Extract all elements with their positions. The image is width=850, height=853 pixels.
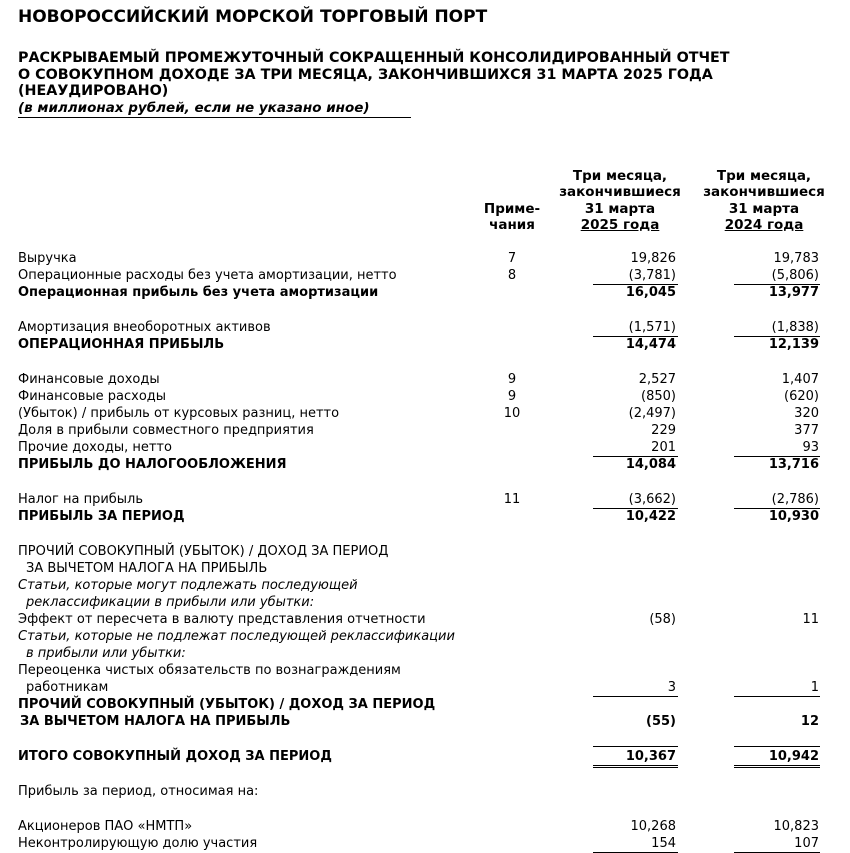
row-fx-result: (Убыток) / прибыль от курсовых разниц, нетто 10 (2,497) 320 — [18, 405, 819, 421]
title-line: (НЕАУДИРОВАНО) — [18, 83, 169, 99]
row-nci: Неконтролирующую долю участия 154 107 — [18, 835, 819, 851]
row-operating-profit: ОПЕРАЦИОННАЯ ПРИБЫЛЬ 14,474 12,139 — [18, 336, 819, 352]
row-remeasurement: Переоценка чистых обязательств по вознаграждениям — [18, 662, 401, 678]
row-oibda: Операционная прибыль без учета амортизации 16,045 13,977 — [18, 284, 819, 300]
row-oci-total: ЗА ВЫЧЕТОМ НАЛОГА НА ПРИБЫЛЬ (55) 12 — [20, 713, 819, 729]
company-name: НОВОРОССИЙСКИЙ МОРСКОЙ ТОРГОВЫЙ ПОРТ — [18, 7, 488, 27]
row-oci-heading: ЗА ВЫЧЕТОМ НАЛОГА НА ПРИБЫЛЬ — [26, 560, 268, 576]
row-finance-income: Финансовые доходы 9 2,527 1,407 — [18, 371, 819, 387]
row-oci-heading: ПРОЧИЙ СОВОКУПНЫЙ (УБЫТОК) / ДОХОД ЗА ПЕРИОД — [18, 543, 389, 559]
row-opex: Операционные расходы без учета амортизации, нетто 8 (3,781) (5,806) — [18, 267, 819, 283]
row-profit-before-tax: ПРИБЫЛЬ ДО НАЛОГООБЛОЖЕНИЯ 14,084 13,716 — [18, 456, 819, 472]
note-column-header: Приме- чания — [483, 200, 541, 233]
row-translation-effect: Эффект от пересчета в валюту представления отчетности (58) 11 — [18, 611, 819, 627]
report-title — [18, 50, 830, 100]
row-revenue: Выручка 7 19,826 19,783 — [18, 250, 819, 266]
row-owners: Акционеров ПАО «НМТП» 10,268 10,823 — [18, 818, 819, 834]
title-line: О СОВОКУПНОМ ДОХОДЕ ЗА ТРИ МЕСЯЦА, ЗАКОНЧИВШИХСЯ 31 МАРТА 2025 ГОДА — [18, 66, 713, 83]
subtotal-rule — [593, 746, 678, 747]
row-attributable-heading: Прибыль за период, относимая на: — [18, 783, 259, 799]
row-no-reclass-heading: Статьи, которые не подлежат последующей реклассификации — [18, 628, 455, 644]
row-finance-expense: Финансовые расходы 9 (850) (620) — [18, 388, 819, 404]
row-remeasurement: работникам 3 1 — [26, 679, 819, 695]
units-note: (в миллионах рублей, если не указано иное) — [18, 100, 411, 118]
row-reclass-heading: Статьи, которые могут подлежать последующей — [18, 577, 358, 593]
row-other-income: Прочие доходы, нетто 201 93 — [18, 439, 819, 455]
title-line: РАСКРЫВАЕМЫЙ ПРОМЕЖУТОЧНЫЙ СОКРАЩЕННЫЙ КОНСОЛИДИРОВАННЫЙ ОТЧЕТ — [18, 50, 730, 66]
row-oci-total: ПРОЧИЙ СОВОКУПНЫЙ (УБЫТОК) / ДОХОД ЗА ПЕРИОД — [18, 696, 830, 713]
statement-document — [18, 0, 830, 852]
period-2024-header: Три месяца, закончившиеся 31 марта 2024 года — [703, 167, 825, 233]
row-reclass-heading: реклассификации в прибыли или убытки: — [26, 594, 315, 610]
column-header — [18, 139, 830, 234]
subtotal-rule — [734, 852, 820, 853]
subtotal-rule — [734, 696, 820, 697]
statement-body — [18, 250, 830, 852]
total-double-rule — [593, 765, 678, 768]
row-amortization: Амортизация внеоборотных активов (1,571) (1,838) — [18, 319, 819, 335]
row-jv-share: Доля в прибыли совместного предприятия 229 377 — [18, 422, 819, 438]
subtotal-rule — [593, 852, 678, 853]
period-2025-header: Три месяца, закончившиеся 31 марта 2025 года — [559, 167, 681, 233]
row-total-comprehensive-income: ИТОГО СОВОКУПНЫЙ ДОХОД ЗА ПЕРИОД 10,367 10,942 — [18, 748, 830, 765]
total-double-rule — [734, 765, 820, 768]
subtotal-rule — [734, 746, 820, 747]
subtotal-rule — [593, 696, 678, 697]
row-net-profit: ПРИБЫЛЬ ЗА ПЕРИОД 10,422 10,930 — [18, 508, 819, 524]
row-no-reclass-heading: в прибыли или убытки: — [26, 645, 186, 661]
row-income-tax: Налог на прибыль 11 (3,662) (2,786) — [18, 491, 819, 507]
